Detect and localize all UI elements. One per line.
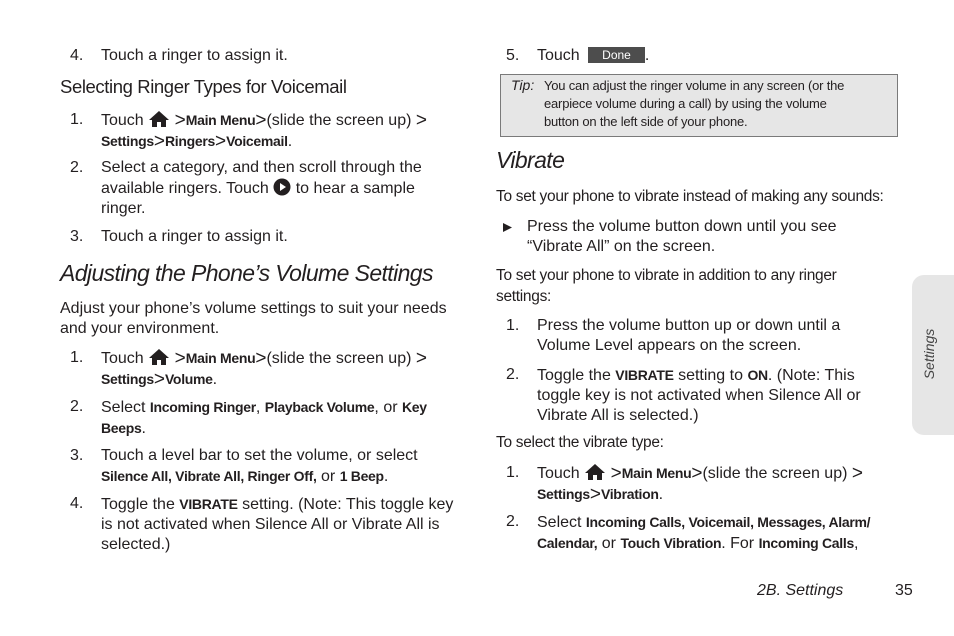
page-number: 35 [895,582,913,599]
breadcrumb-separator: > [691,463,703,484]
volume-settings-heading: Adjusting the Phone’s Volume Settings [60,260,433,286]
right-column-body: Vibrate To set your phone to vibrate instead of making any sounds: Press the volume button down until you see “Vibrate All” on the screen. To set your phone to vibrate in addition to any ringer settings: 1. Press the volume button up or down until a Volume Level appears on the screen. 2. Toggle the VIBRATE setting to ON. (Note: This toggle key is not activated when Silence All or Vibrate All is selected.) To select the vibrate type: 1. Touch >Main Menu>(slide the screen up) > Settings>Vibration. 2. Select Incoming Calls, Voicemail, Messages, Alarm/ Calendar, or Touch Vibration. For Incoming Calls, [496,147,884,552]
breadcrumb-separator: > [153,369,165,390]
breadcrumb-separator: > [255,110,267,131]
right-column: 5. Touch Done . [506,47,650,64]
breadcrumb-separator: > [174,348,186,369]
breadcrumb-separator: > [255,348,267,369]
breadcrumb-separator: > [174,110,186,131]
vibrate-with-ringer-intro: To set your phone to vibrate in addition to any ringer settings: [496,267,837,305]
breadcrumb-separator: > [589,484,601,505]
left-column: 4. Touch a ringer to assign it. Selecting Ringer Types for Voicemail 1. Touch >Main Menu>(slide the screen up) > Settings>Ringers>Voicemail. 2. Select a category, and then scroll through the available ringers. Touch to hear a sample ringer. 3. Touch a ringer to assign it. Adjusting the Phone’s Volume Settings Adjust your phone’s volume settings to suit your needs and your environment. 1. Touch >Main Menu>(slide the screen up) > Settings>Volume. 2. Select Incoming Ringer, Playback Volume, or Key Beeps. 3. Touch a level bar to set the volume, or select Silence All, Vibrate All, Ringer Off, or 1 Beep. 4. Toggle the VIBRATE setting. (Note: This toggle key is not activated when Silence All or Vibrate All is selected.) [60,47,454,553]
tip-text: You can adjust the ringer volume in any screen (or the earpiece volume during a call) by using the volume button on the left side of your phone. [544,78,845,129]
breadcrumb-separator: > [153,131,165,152]
breadcrumb-separator: > [214,131,227,152]
home-icon [148,110,170,128]
done-button-graphic: Done [588,47,645,63]
vibrate-type-intro: To select the vibrate type: [496,434,664,451]
breadcrumb-separator: > [610,463,622,484]
breadcrumb-separator: > [415,110,427,131]
breadcrumb-separator: > [851,463,863,484]
home-icon [148,348,170,366]
footer-section-name: 2B. Settings [757,582,844,599]
tip-label: Tip: [511,77,535,93]
tip-box [500,74,898,137]
play-icon [273,178,291,196]
voicemail-ringer-heading: Selecting Ringer Types for Voicemail [60,76,347,97]
volume-intro: Adjust your phone’s volume settings to suit your needs and your environment. [60,300,447,337]
breadcrumb-separator: > [415,348,427,369]
vibrate-heading: Vibrate [496,147,565,173]
vibrate-intro: To set your phone to vibrate instead of making any sounds: [496,188,884,205]
section-side-tab-label: Settings [921,328,937,380]
